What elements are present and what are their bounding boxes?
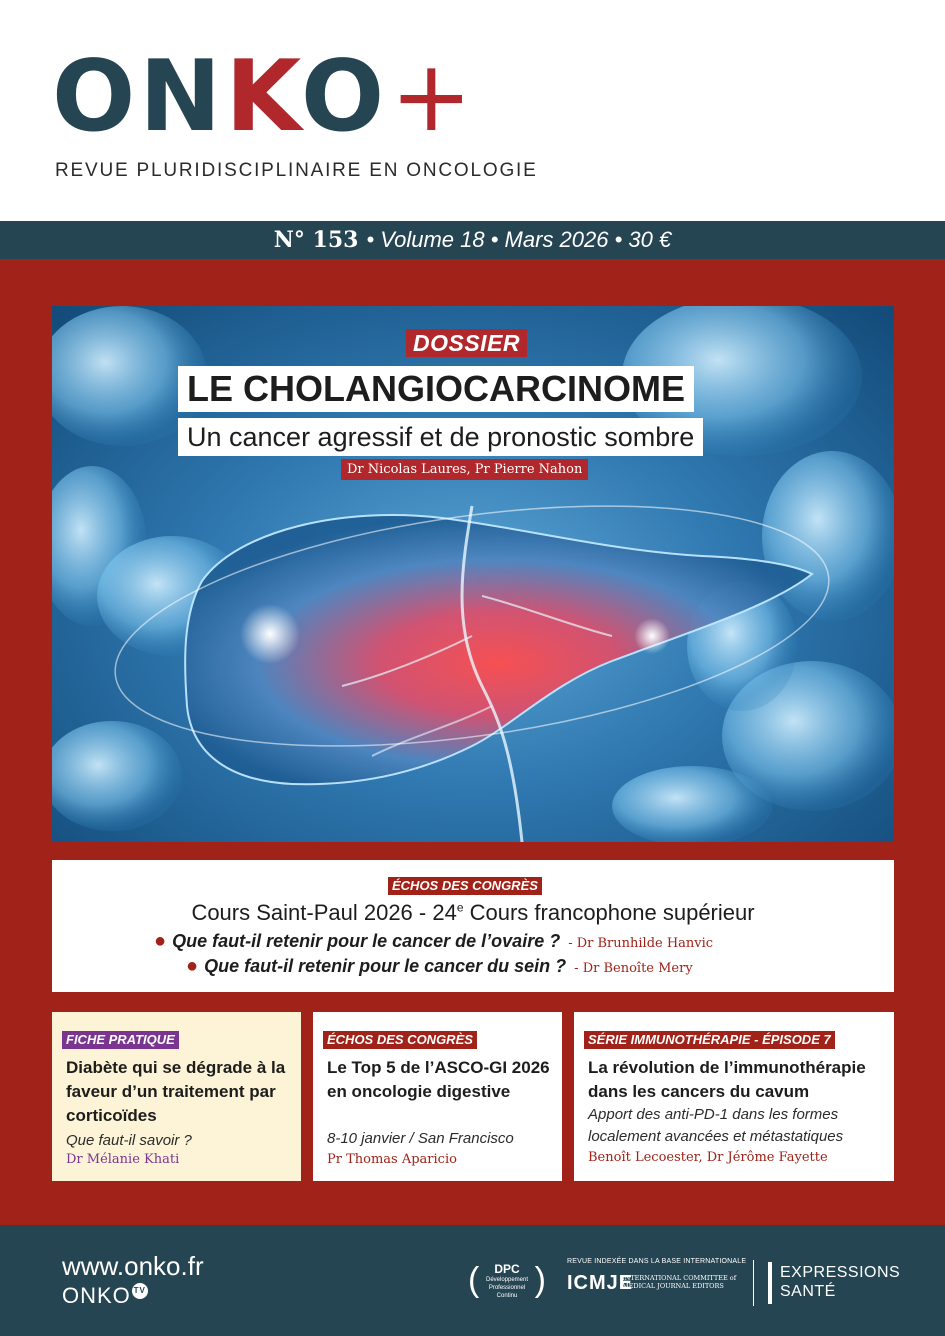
- tv-badge: TV: [132, 1283, 148, 1299]
- dpc-logo: [468, 1258, 546, 1304]
- card-immunotherapie: [574, 1012, 894, 1181]
- logo-plus: +: [390, 40, 477, 154]
- echos-box: [52, 860, 894, 992]
- icmje-fullname: [622, 1274, 744, 1290]
- dossier-title: LE CHOLANGIOCARCINOME: [178, 366, 694, 412]
- echos-heading-sup: e: [456, 900, 464, 915]
- echos-heading: [52, 900, 894, 926]
- cell-5: [762, 451, 894, 621]
- paren-left-icon: (: [468, 1261, 480, 1299]
- website-link[interactable]: www.onko.fr: [62, 1251, 204, 1281]
- card-author: Pr Thomas Aparicio: [327, 1152, 457, 1167]
- card-subtitle: Apport des anti-PD-1 dans les formes localement avancées et métastatiques: [588, 1106, 844, 1145]
- icmje-fullname-2: MEDICAL JOURNAL EDITORS: [622, 1282, 724, 1290]
- echos-heading-post: Cours francophone supérieur: [463, 900, 755, 925]
- echos-item-1: [154, 930, 713, 953]
- dossier-subtitle: Un cancer agressif et de pronostic sombre: [178, 418, 703, 456]
- bullet-icon: ●: [186, 955, 199, 977]
- card-title: La révolution de l’immunothérapie dans les cancers du cavum: [588, 1058, 866, 1101]
- logo-k: K: [225, 40, 301, 154]
- onko-logo: [52, 40, 477, 154]
- logo-on: ON: [52, 40, 226, 154]
- dpc-line3: Continu: [496, 1293, 518, 1299]
- card-author: Benoît Lecoester, Dr Jérôme Fayette: [588, 1150, 828, 1165]
- icmje-logo: ICMJE: [567, 1272, 634, 1294]
- dpc-line2: Professionnel: [488, 1285, 526, 1291]
- card-tag: ÉCHOS DES CONGRÈS: [323, 1031, 477, 1049]
- footer-divider: [753, 1260, 754, 1306]
- publisher-bar-icon: [768, 1262, 772, 1304]
- cell-7: [52, 721, 182, 831]
- card-subtitle: Que faut-il savoir ?: [66, 1132, 192, 1149]
- issue-number: N° 153: [273, 227, 359, 253]
- tagline: REVUE PLURIDISCIPLINAIRE EN ONCOLOGIE: [55, 160, 538, 181]
- echos-item-2: [186, 955, 693, 978]
- flare-2: [634, 618, 670, 654]
- echos-author: - Dr Benoîte Mery: [574, 961, 693, 976]
- publisher-logo: [780, 1263, 900, 1301]
- echos-tag: ÉCHOS DES CONGRÈS: [388, 877, 542, 895]
- footer: [0, 1225, 945, 1336]
- icmje-note: REVUE INDEXÉE DANS LA BASE INTERNATIONALE: [567, 1258, 747, 1265]
- logo-o: O: [300, 40, 389, 154]
- icmje-fullname-1: INTERNATIONAL COMMITTEE of: [622, 1274, 737, 1282]
- issue-details: • Volume 18 • Mars 2026 • 30 €: [366, 227, 672, 252]
- card-author: Dr Mélanie Khati: [66, 1152, 180, 1167]
- card-echos-asco: [313, 1012, 562, 1181]
- dpc-acronym: DPC: [494, 1262, 520, 1276]
- card-title: Le Top 5 de l’ASCO-GI 2026 en oncologie digestive: [327, 1058, 550, 1101]
- onko-tv-text: ONKO: [62, 1283, 131, 1308]
- card-subtitle: 8-10 janvier / San Francisco: [327, 1130, 514, 1147]
- publisher-line2: SANTÉ: [780, 1283, 836, 1300]
- echos-question: Que faut-il retenir pour le cancer de l’ovaire ?: [172, 931, 561, 951]
- bullet-icon: ●: [154, 930, 167, 952]
- paren-right-icon: ): [534, 1261, 546, 1299]
- publisher-line1: EXPRESSIONS: [780, 1264, 901, 1281]
- card-tag: FICHE PRATIQUE: [62, 1031, 179, 1049]
- flare-1: [240, 604, 300, 664]
- card-title: Diabète qui se dégrade à la faveur d’un traitement par corticoïdes: [66, 1058, 286, 1125]
- echos-heading-pre: Cours Saint-Paul 2026 - 24: [191, 900, 457, 925]
- onko-tv-logo: [62, 1283, 148, 1309]
- echos-question: Que faut-il retenir pour le cancer du sein ?: [204, 956, 567, 976]
- dpc-line1: Développement: [485, 1277, 529, 1283]
- card-fiche-pratique: [52, 1012, 301, 1181]
- echos-author: - Dr Brunhilde Hanvic: [568, 936, 714, 951]
- issue-band: [0, 221, 945, 259]
- dossier-tag: DOSSIER: [406, 329, 527, 357]
- dossier-authors: Dr Nicolas Laures, Pr Pierre Nahon: [341, 459, 588, 480]
- card-tag: SÉRIE IMMUNOTHÉRAPIE - ÉPISODE 7: [584, 1031, 835, 1049]
